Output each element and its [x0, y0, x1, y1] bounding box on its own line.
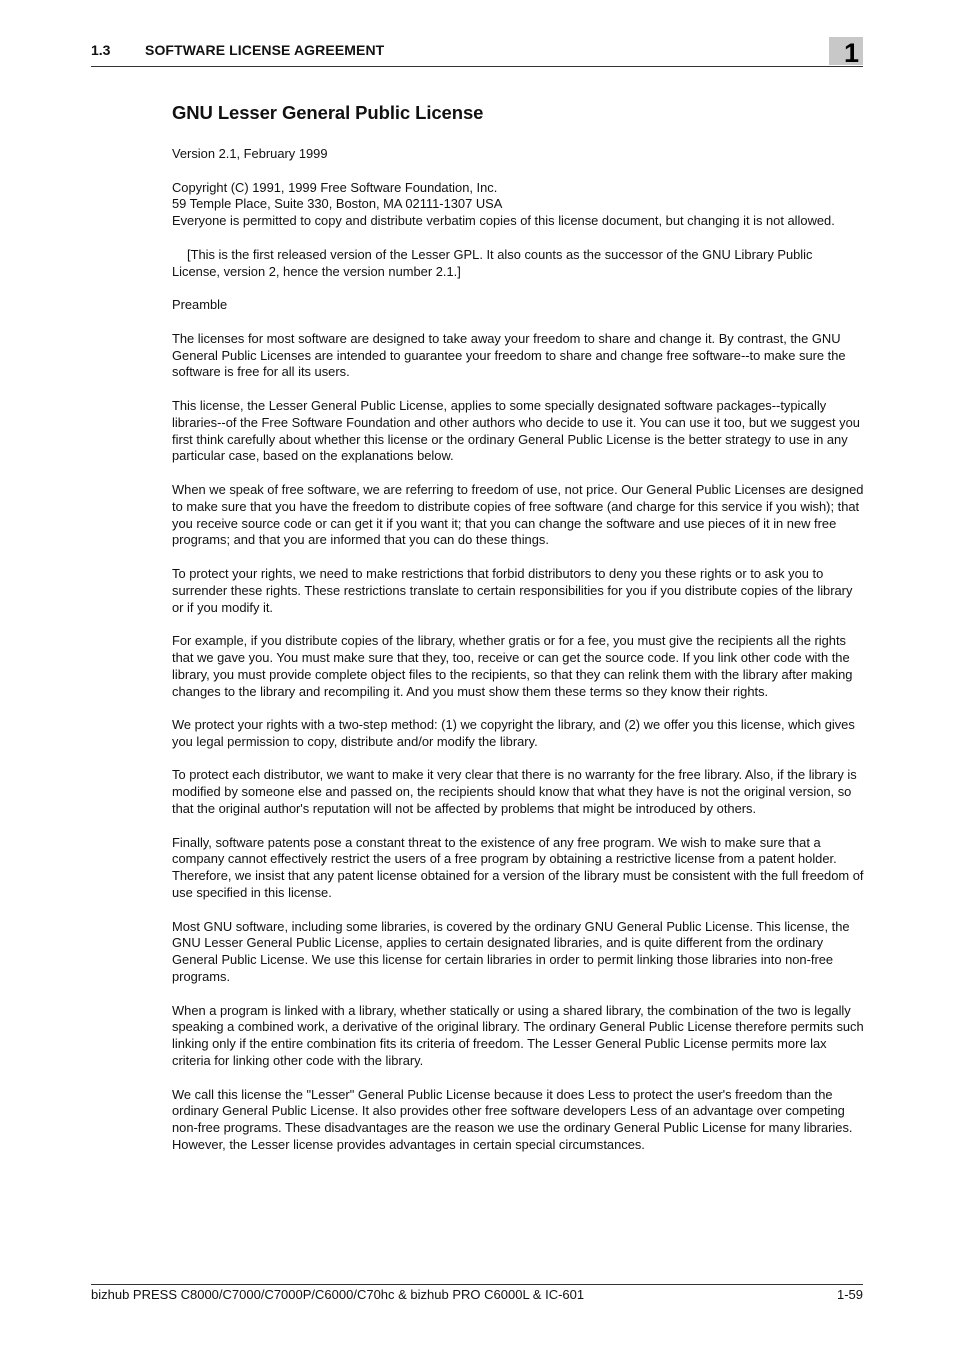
- paragraph-line: For example, if you distribute copies of the library, whether gratis or for a fee, you must give the recipients all the rights that we gave you. You must make sure that they, too, receive or can get the source code. If you link other code with the library, you must provide complete object files to the recipients, so that they can relink them with the library after making changes to the library and recompiling it. And you must show them these terms so they know their rights.: [172, 633, 853, 699]
- paragraph: [172, 1003, 864, 1070]
- paragraph-line: Most GNU software, including some libraries, is covered by the ordinary GNU General Public License. This license, the GNU Lesser General Public License, applies to certain designated libraries, and is quite different from the ordinary General Public License. We use this license for certain libraries in order to permit linking those libraries into non-free programs.: [172, 918, 850, 985]
- paragraph-line: To protect your rights, we need to make restrictions that forbid distributors to deny you these rights or to ask you to surrender these rights. These restrictions translate to certain responsibilities for you if you distribute copies of the library or if you modify it.: [172, 565, 853, 615]
- paragraph: [172, 482, 864, 549]
- paragraph-line: The licenses for most software are designed to take away your freedom to share and change it. By contrast, the GNU General Public Licenses are intended to guarantee your freedom to share and change free software--to make sure the software is free for all its users.: [172, 330, 846, 380]
- paragraph: [172, 180, 864, 230]
- paragraph: [172, 398, 864, 465]
- paragraph-line: To protect each distributor, we want to make it very clear that there is no warranty for the free library. Also, if the library is modified by someone else and passed on, the recipients should know that what they have is not the original version, so that the original author's reputation will not be affected by problems that might be introduced by others.: [172, 767, 857, 817]
- page-title: GNU Lesser General Public License: [172, 102, 484, 123]
- paragraph: [172, 566, 864, 616]
- footer-product: bizhub PRESS C8000/C7000/C7000P/C6000/C70hc & bizhub PRO C6000L & IC-601: [91, 1287, 585, 1302]
- paragraph-line: Copyright (C) 1991, 1999 Free Software Foundation, Inc.: [172, 179, 498, 195]
- paragraph-line: [This is the first released version of the Lesser GPL. It also counts as the successor of the GNU Library Public License, version 2, hence the version number 2.1.]: [172, 246, 813, 279]
- paragraph-line: Preamble: [172, 297, 228, 313]
- section-title: SOFTWARE LICENSE AGREEMENT: [145, 42, 385, 58]
- paragraph-line: Finally, software patents pose a constant threat to the existence of any free program. We wish to make sure that a company cannot effectively restrict the users of a free program by obtaining a restrictive license from a patent holder.: [172, 834, 837, 867]
- page-number: 1-59: [836, 1287, 863, 1302]
- paragraph: [172, 717, 864, 751]
- paragraph-line: When we speak of free software, we are referring to freedom of use, not price. Our General Public Licenses are designed to make sure that you have the freedom to distribute copies of free software (and charge for this service if you wish); that you receive source code or can get it if you want it; that you can change the software and use pieces of it in new free programs; and that you are informed that you can do these things.: [172, 481, 864, 548]
- page-header: [91, 40, 863, 67]
- paragraph: [172, 1087, 864, 1154]
- paragraph-line: 59 Temple Place, Suite 330, Boston, MA 02111-1307 USA: [172, 196, 503, 212]
- paragraph: [172, 835, 864, 902]
- paragraph: [172, 633, 864, 700]
- paragraph: [172, 297, 864, 314]
- paragraph: [172, 919, 864, 986]
- paragraph-line: We call this license the "Lesser" General Public License because it does Less to protect the user's freedom than the ordinary General Public License. It also provides other free software developers Less of an advantage over competing non-free programs. These disadvantages are the reason we use the ordinary General Public License for many libraries. However, the Lesser license provides advantages in certain special circumstances.: [172, 1086, 853, 1153]
- document-body: [172, 100, 864, 1171]
- paragraph-line: Version 2.1, February 1999: [172, 146, 328, 161]
- paragraph: [172, 247, 864, 281]
- paragraph-line: When a program is linked with a library, whether statically or using a shared library, the combination of the two is legally speaking a combined work, a derivative of the original library. The ordinary General Public License therefore permits such linking only if the entire combination fits its criteria of freedom. The Lesser General Public License permits more lax criteria for linking other code with the library.: [172, 1002, 864, 1069]
- paragraph-line: Therefore, we insist that any patent license obtained for a version of the library must be consistent with the full freedom of use specified in this license.: [172, 868, 864, 901]
- paragraph-line: This license, the Lesser General Public License, applies to some specially designated software packages--typically libraries--of the Free Software Foundation and other authors who decide to use it. You can use it too, but we suggest you first think carefully about whether this license or the ordinary General Public License is the better strategy to use in any particular case, based on the explanations below.: [172, 397, 860, 464]
- page-footer: [91, 1284, 863, 1311]
- paragraph: [172, 146, 864, 163]
- chapter-number: 1: [843, 38, 859, 68]
- paragraph-line: Everyone is permitted to copy and distribute verbatim copies of this license document, but changing it is not allowed.: [172, 213, 835, 229]
- section-number: 1.3: [91, 42, 111, 58]
- paragraph-line: We protect your rights with a two-step method: (1) we copyright the library, and (2) we offer you this license, which gives you legal permission to copy, distribute and/or modify the library.: [172, 717, 855, 749]
- paragraph-list: [172, 146, 864, 1154]
- paragraph: [172, 331, 864, 381]
- paragraph: [172, 767, 864, 817]
